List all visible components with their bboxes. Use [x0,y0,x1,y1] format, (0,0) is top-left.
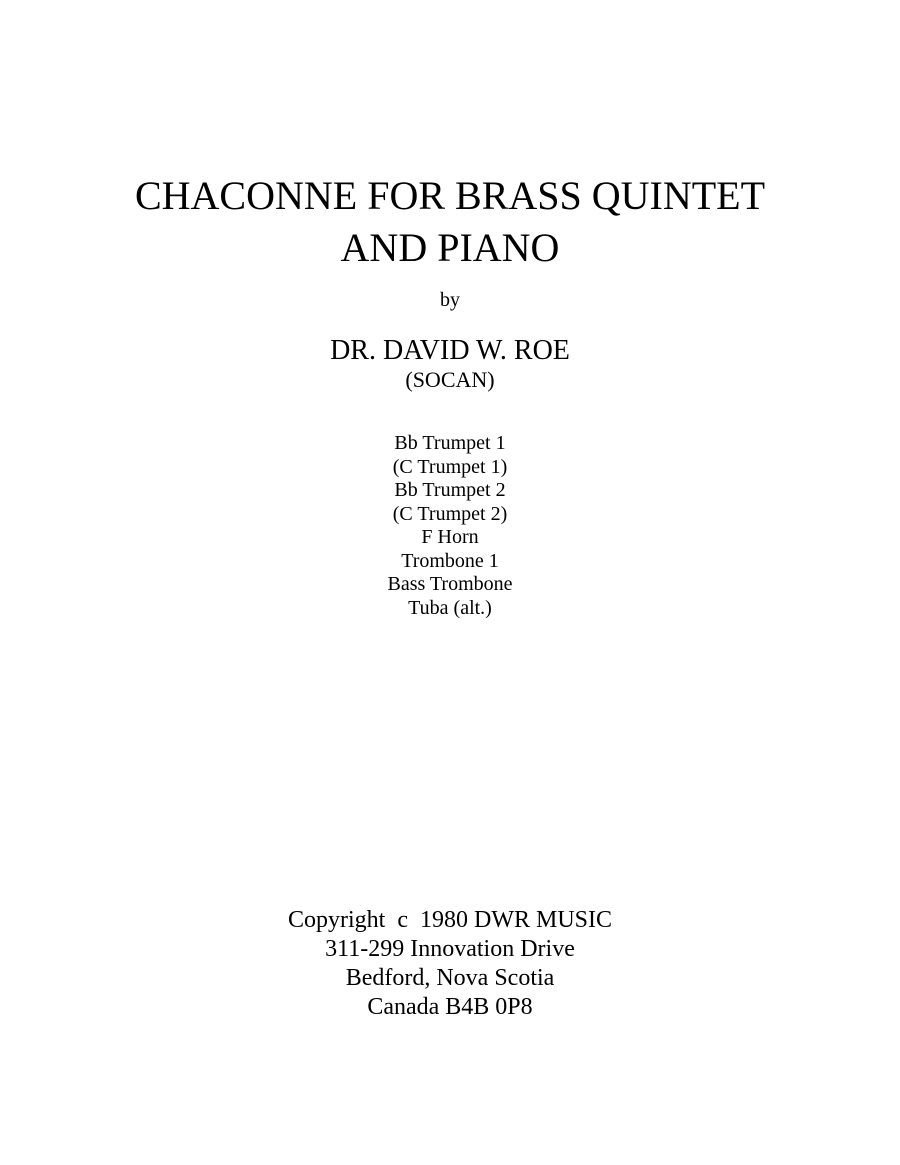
instrument-item: Bass Trombone [387,573,513,595]
instrument-list [0,432,900,620]
instrument-item: (C Trumpet 2) [392,502,508,525]
title-line-1: CHACONNE FOR BRASS QUINTET [134,173,766,218]
copyright-block [0,906,900,1022]
instrument-item: (C Trumpet 1) [392,455,508,478]
address-city: Bedford, Nova Scotia [345,965,555,991]
title-line-2: AND PIANO [340,225,560,270]
composer-name: DR. DAVID W. ROE [330,335,570,366]
instrument-item: Tuba (alt.) [408,596,492,619]
instrument-item: Bb Trumpet 1 [394,432,506,454]
copyright-line: Copyright c 1980 DWR MUSIC [288,907,612,933]
address-street: 311-299 Innovation Drive [325,936,575,962]
composer-affiliation: (SOCAN) [405,367,495,392]
by-label: by [440,289,460,311]
address-country: Canada B4B 0P8 [367,994,533,1020]
instrument-item: Bb Trumpet 2 [394,479,506,501]
instrument-item: F Horn [421,526,479,548]
page-title [0,170,900,274]
instrument-item: Trombone 1 [401,549,499,572]
